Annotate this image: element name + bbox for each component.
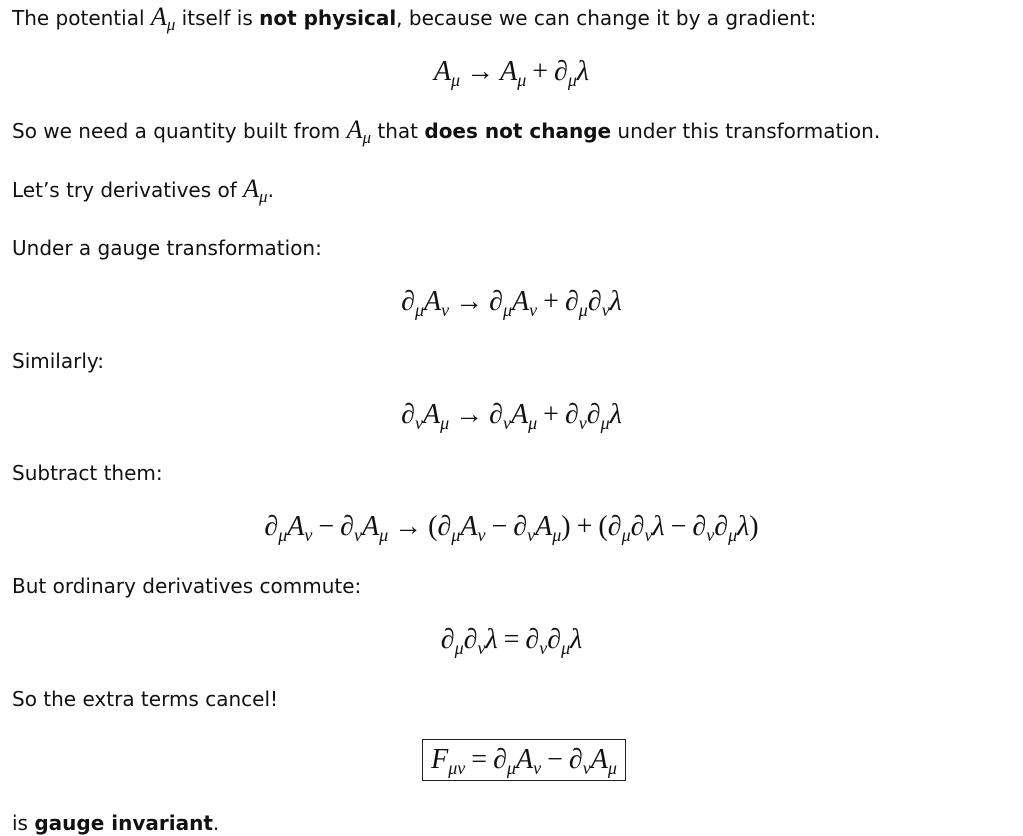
math-symbol: $A_\mu$ [243,174,268,206]
cancel-paragraph: So the extra terms cancel! [12,687,279,711]
equation-gauge-transform: $A_\mu \to A_\mu + \partial_\mu\lambda$ [433,56,590,90]
math-symbol: $A_\mu$ [346,115,372,147]
equation-2: $\partial_\nu A_\mu \to \partial_\nu A_\mu + \partial_\nu\partial_\mu\lambda$ [401,399,622,433]
boxed-equation-wrap [0,739,1023,781]
intro-paragraph: The potential $A_\mu$ itself is not physical, because we can change it by a gradient: [12,2,817,34]
need-paragraph: So we need a quantity built from $A_\mu$ that does not change under this transformation. [12,115,881,147]
equation-3: $\partial_\mu A_\nu - \partial_\nu A_\mu \to (\partial_\mu A_\nu - \partial_\nu A_\mu) + (\partial_\mu\partial_\nu\lambda - \partial_\nu\partial_\mu\lambda)$ [264,511,759,545]
try-derivatives-paragraph: Let’s try derivatives of $A_\mu$. [12,174,274,206]
similarly-paragraph: Similarly: [12,349,105,373]
boxed-field-strength-equation: $F_{\mu\nu} = \partial_\mu A_\nu - \partial_\nu A_\mu$ [422,739,626,781]
math-symbol: $A_\mu$ [150,2,176,34]
commute-paragraph: But ordinary derivatives commute: [12,574,362,598]
subtract-paragraph: Subtract them: [12,461,163,485]
conclusion-paragraph: is gauge invariant. [12,811,220,835]
equation-1: $\partial_\mu A_\nu \to \partial_\mu A_\nu + \partial_\mu\partial_\nu\lambda$ [401,286,622,320]
equation-4: $\partial_\mu\partial_\nu\lambda = \partial_\nu\partial_\mu\lambda$ [440,624,583,658]
under-gauge-paragraph: Under a gauge transformation: [12,236,322,260]
